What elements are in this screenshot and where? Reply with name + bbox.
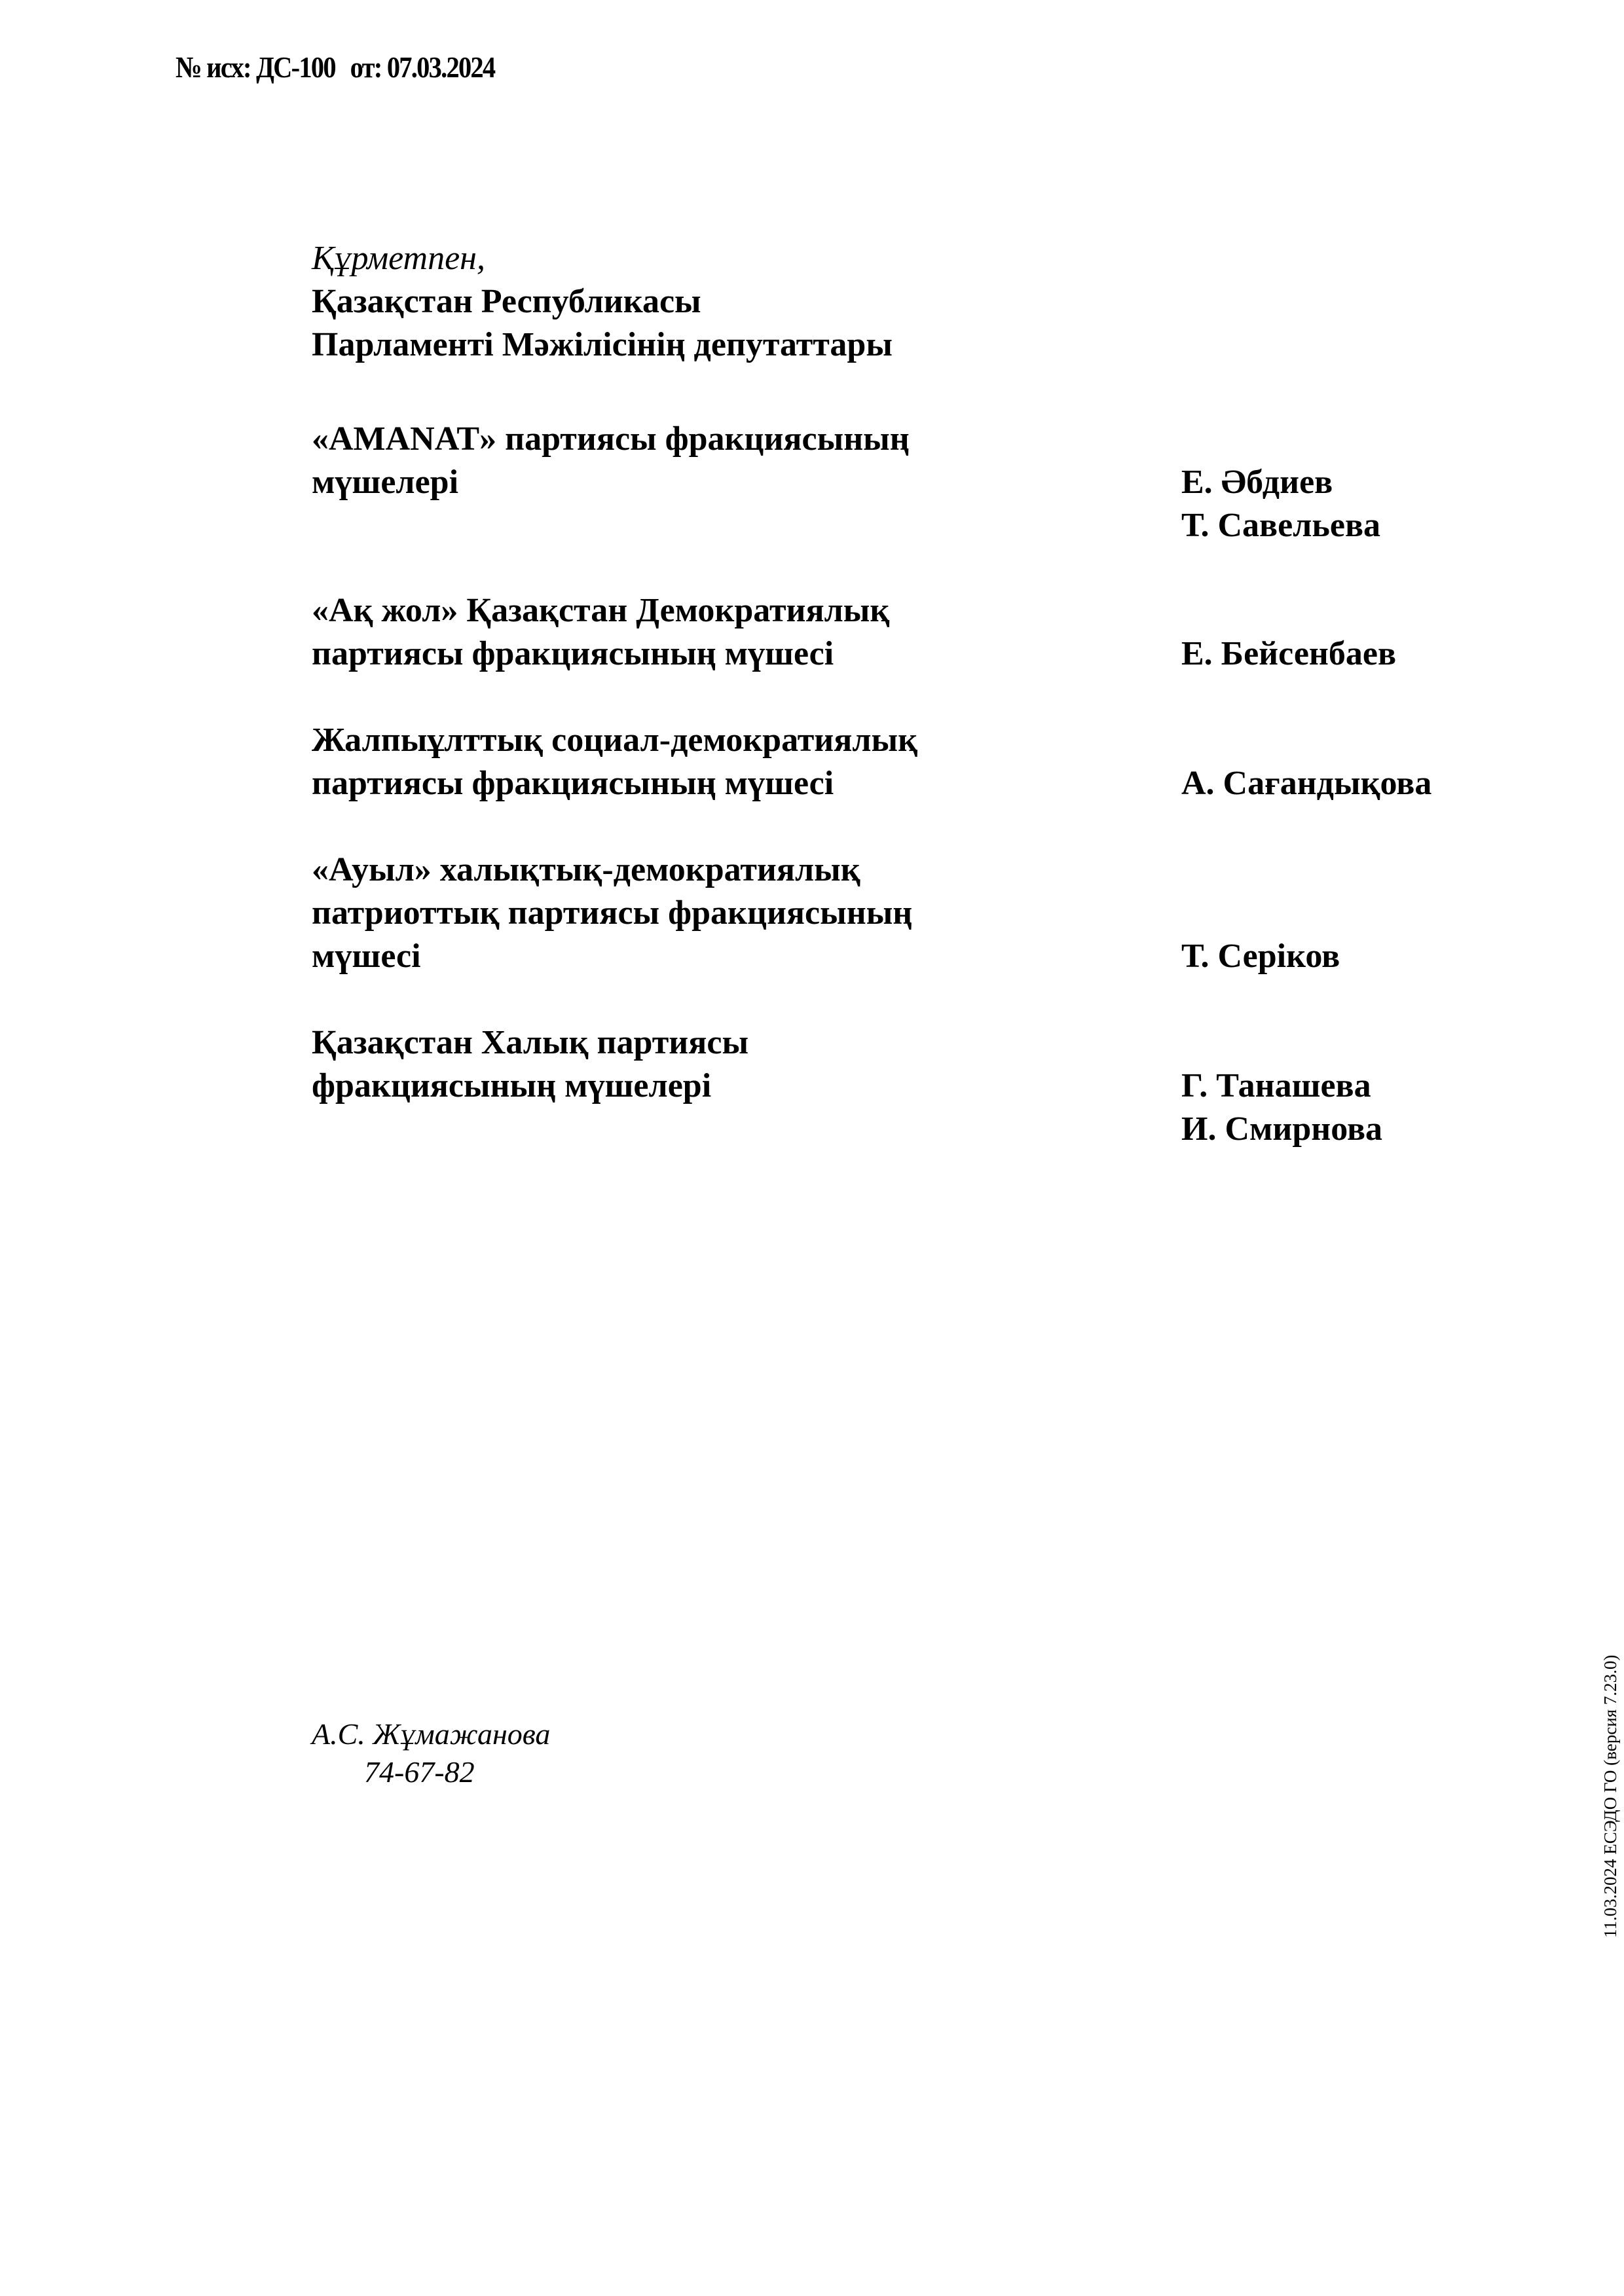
faction-ak-zhol [312, 589, 1032, 676]
signatory-name: Е. Бейсенбаев [1181, 635, 1397, 672]
outgoing-number: № исх: ДС-100 [175, 50, 335, 84]
faction-title-line: фракциясының мүшелері [312, 1067, 712, 1104]
salutation: Құрметпен, [312, 240, 485, 277]
signatory-name: Т. Савельева [1181, 507, 1381, 544]
executor-phone: 74-67-82 [364, 1755, 475, 1789]
signatories-amanat [1181, 461, 1380, 547]
signatory-name: Т. Серіков [1181, 938, 1340, 975]
signatories-social-democratic [1181, 762, 1431, 805]
faction-title-line: Қазақстан Халық партиясы [312, 1024, 749, 1061]
faction-title-line: патриоттық партиясы фракциясының [312, 894, 913, 932]
edms-stamp: 11.03.2024 ЕСЭДО ГО (версия 7.23.0) [1600, 1654, 1620, 1938]
signatory-name: И. Смирнова [1181, 1110, 1383, 1148]
document-date: от: 07.03.2024 [350, 50, 495, 84]
executor-block [312, 1715, 550, 1791]
faction-title-line: Жалпыұлттық социал-демократиялық [312, 721, 918, 759]
faction-title-line: «Ауыл» халықтық-демократиялық [312, 851, 860, 888]
executor-name: А.С. Жұмажанова [312, 1717, 551, 1751]
signatory-name: Е. Әбдиев [1181, 464, 1333, 501]
faction-title-line: партиясы фракциясының мүшесі [312, 635, 834, 672]
sender-line-1: Қазақстан Республикасы [312, 283, 701, 320]
faction-title-line: мүшелері [312, 464, 459, 501]
faction-peoples-party [312, 1021, 1032, 1108]
signatory-name: А. Сағандықова [1181, 765, 1432, 802]
sender-line-2: Парламенті Мәжілісінің депутаттары [312, 326, 893, 363]
faction-title-line: партиясы фракциясының мүшесі [312, 765, 834, 802]
document-reference [175, 50, 494, 84]
faction-title-line: «AMANAT» партиясы фракциясының [312, 420, 910, 458]
signatories-peoples-party [1181, 1065, 1382, 1151]
faction-social-democratic [312, 719, 1032, 805]
faction-title-line: мүшесі [312, 938, 421, 975]
signatories-auyl [1181, 935, 1340, 978]
signatories-ak-zhol [1181, 632, 1396, 676]
faction-title-line: «Ақ жол» Қазақстан Демократиялық [312, 592, 890, 629]
faction-auyl [312, 848, 1032, 978]
closing-block [312, 237, 893, 367]
signatory-name: Г. Танашева [1181, 1067, 1371, 1104]
faction-amanat [312, 418, 1032, 504]
